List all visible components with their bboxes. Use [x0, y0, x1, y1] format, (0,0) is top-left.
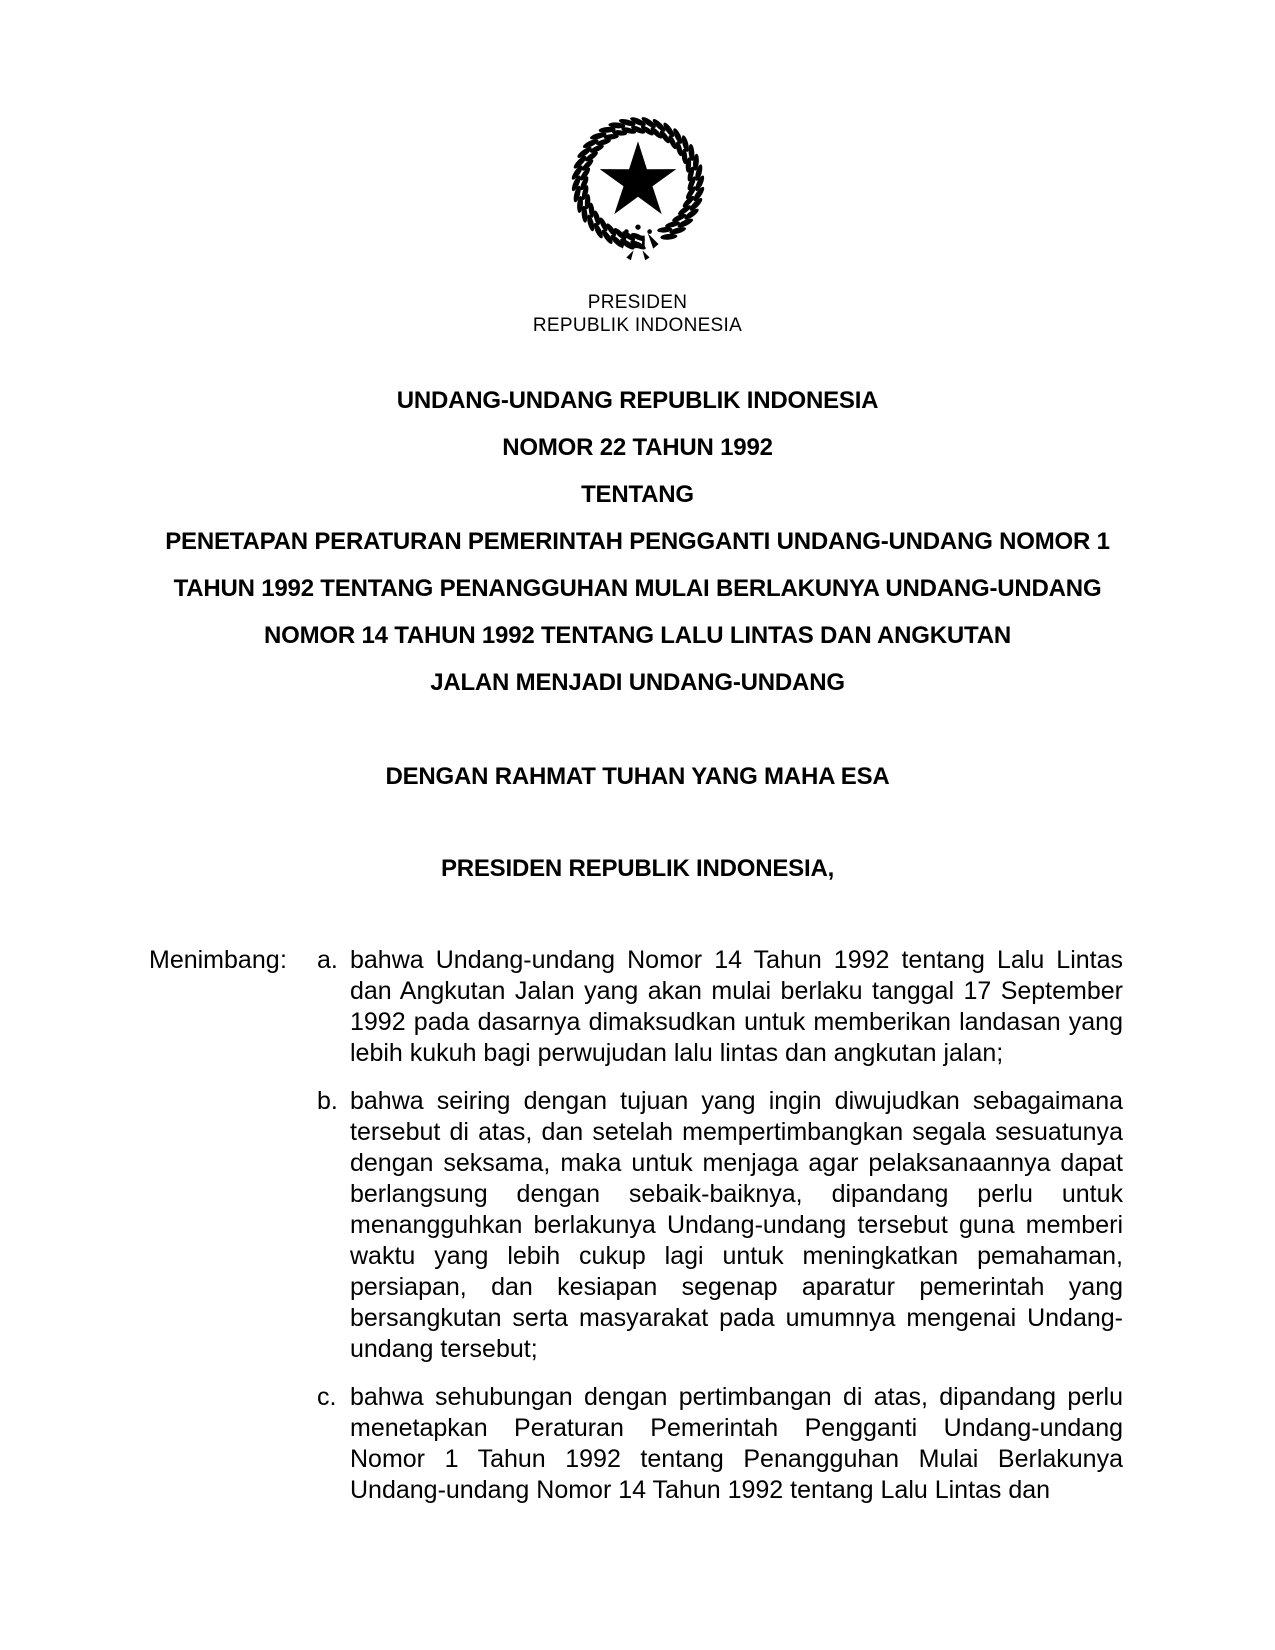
item-text: bahwa seiring dengan tujuan yang ingin diwujudkan sebagaimana tersebut di atas, dan setelah mempertimbangkan segala sesuatunya dengan seksama, maka untuk menjaga agar pelaksanaannya dapat berlangsung dengan sebaik-baiknya, dipandang perlu untuk menangguhkan berlakunya Undang-undang tersebut guna memberi waktu yang lebih cukup lagi untuk meningkatkan pemahaman, persiapan, dan kesiapan segenap aparatur pemerintah yang bersangkutan serta masyarakat pada umumnya mengenai Undang-undang tersebut;: [350, 1087, 1123, 1363]
item-marker: b.: [317, 1087, 338, 1115]
issuer-line: PRESIDEN REPUBLIK INDONESIA,: [440, 855, 835, 882]
considering-colon: :: [280, 946, 287, 974]
title-line-6: NOMOR 14 TAHUN 1992 TENTANG LALU LINTAS DAN ANGKUTAN: [264, 622, 1011, 649]
item-text: bahwa Undang-undang Nomor 14 Tahun 1992 tentang Lalu Lintas dan Angkutan Jalan yang akan mulai berlaku tanggal 17 September 1992 pada dasarnya dimaksudkan untuk memberikan landasan yang lebih kukuh bagi perwujudan lalu lintas dan angkutan jalan;: [350, 946, 1123, 1067]
letterhead-seal-area: [0, 0, 1275, 267]
consideration-item-b: [317, 1086, 1123, 1365]
item-marker: a.: [317, 946, 338, 974]
letterhead-presiden: PRESIDEN: [587, 292, 688, 313]
item-marker: c.: [317, 1383, 337, 1411]
title-line-4: PENETAPAN PERATURAN PEMERINTAH PENGGANTI UNDANG-UNDANG NOMOR 1: [165, 528, 1110, 555]
title-line-7: JALAN MENJADI UNDANG-UNDANG: [430, 669, 845, 696]
letterhead-republik-indonesia: REPUBLIK INDONESIA: [532, 315, 743, 336]
considering-label: Menimbang: [149, 946, 280, 974]
presidential-seal-icon: [559, 110, 717, 262]
title-line-5: TAHUN 1992 TENTANG PENANGGUHAN MULAI BERLAKUNYA UNDANG-UNDANG: [173, 575, 1102, 602]
item-text: bahwa sehubungan dengan pertimbangan di atas, dipandang perlu menetapkan Peraturan Pemerintah Pengganti Undang-undang Nomor 1 Tahun 1992 tentang Penangguhan Mulai Berlakunya Undang-undang Nomor 14 Tahun 1992 tentang Lalu Lintas dan: [350, 1383, 1123, 1504]
law-title-block: [0, 377, 1275, 706]
consideration-item-c: [317, 1382, 1123, 1506]
consideration-item-a: [317, 945, 1123, 1069]
star-icon: [599, 141, 676, 214]
title-line-1: UNDANG-UNDANG REPUBLIK INDONESIA: [396, 387, 879, 414]
invocation-line: DENGAN RAHMAT TUHAN YANG MAHA ESA: [385, 763, 890, 790]
considering-clause: [0, 945, 1275, 1506]
letterhead: [0, 291, 1275, 337]
considering-items: [317, 945, 1123, 1506]
title-line-3: TENTANG: [581, 481, 694, 508]
title-line-2: NOMOR 22 TAHUN 1992: [502, 434, 773, 461]
